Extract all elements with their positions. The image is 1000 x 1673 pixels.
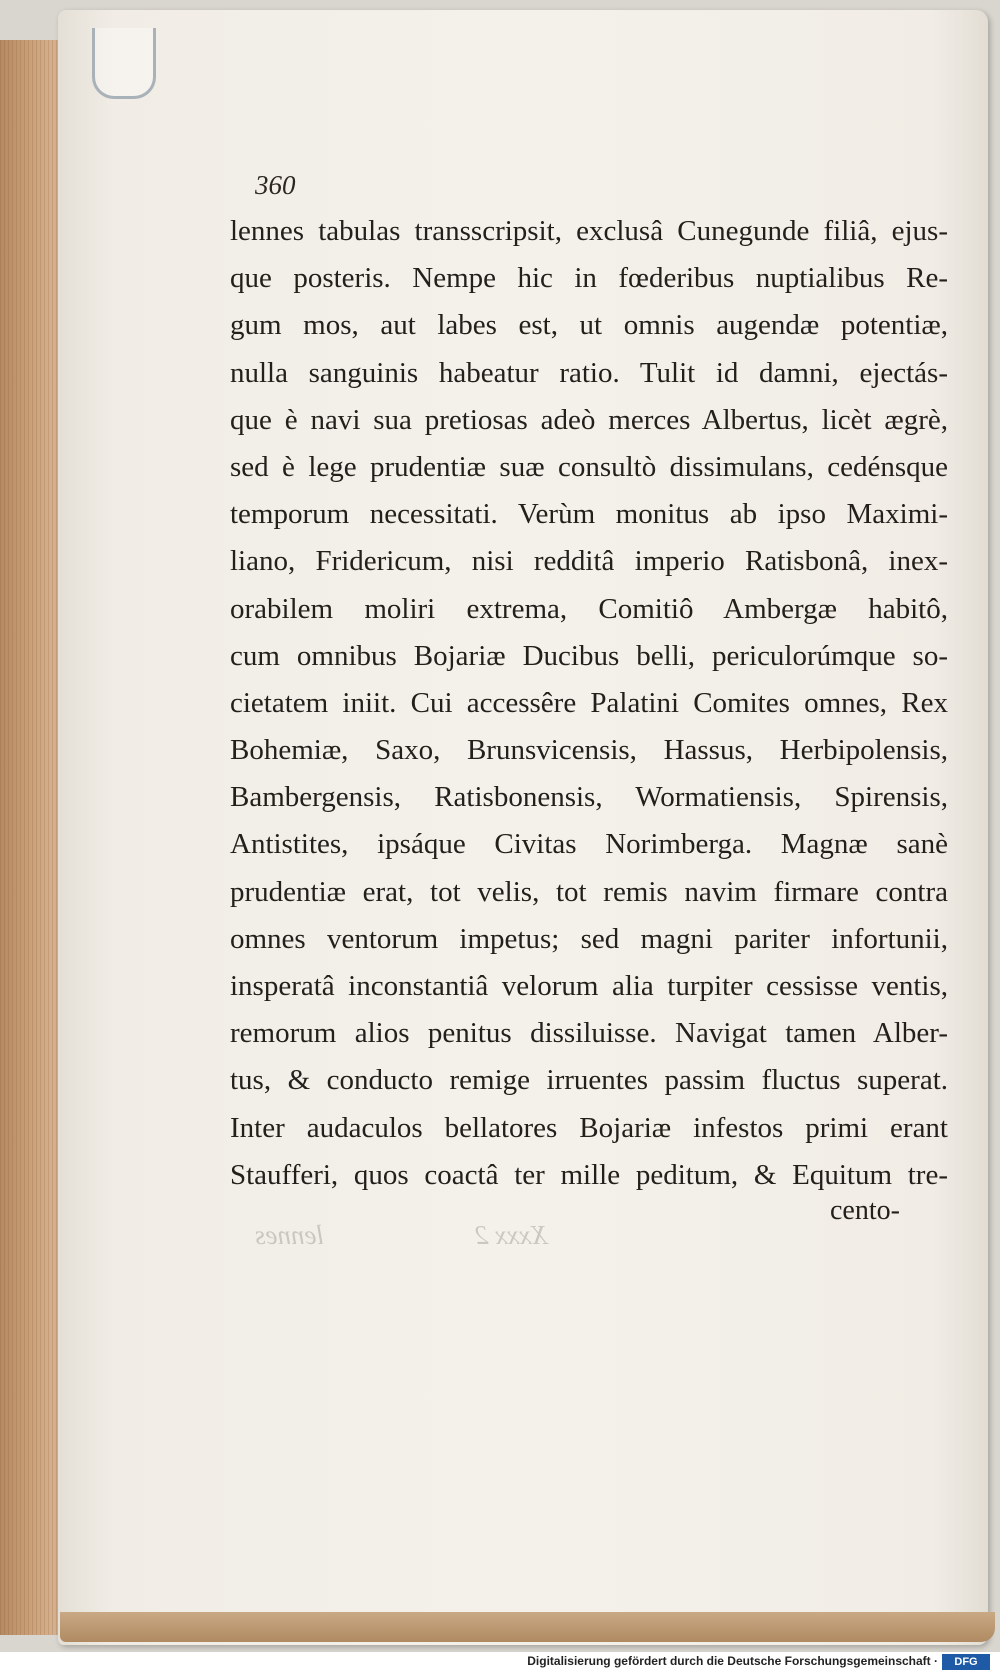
text-line: omnes ventorum impetus; sed magni pariter infortunii, xyxy=(230,922,948,955)
text-line: Staufferi, quos coactâ ter mille peditum, & Equitum tre- xyxy=(230,1158,948,1191)
text-line: Bohemiæ, Saxo, Brunsvicensis, Hassus, Herbipolensis, xyxy=(230,734,948,767)
book-bottom-edge xyxy=(60,1612,995,1642)
text-line: lennes tabulas transscripsit, exclusâ Cunegunde filiâ, ejus- xyxy=(230,215,948,247)
text-line: remorum alios penitus dissiluisse. Navigat tamen Alber- xyxy=(230,1017,948,1050)
text-line: cum omnibus Bojariæ Ducibus belli, periculorúmque so- xyxy=(230,639,948,672)
text-line: sed è lege prudentiæ suæ consultò dissimulans, cedénsque xyxy=(230,450,948,483)
text-line: Bambergensis, Ratisbonensis, Wormatiensis, Spirensis, xyxy=(230,781,948,814)
text-line: tus, & conducto remige irruentes passim fluctus superat. xyxy=(230,1064,948,1097)
body-text xyxy=(230,208,948,1199)
text-line: cietatem iniit. Cui accessêre Palatini Comites omnes, Rex xyxy=(230,686,948,719)
catchword: cento- xyxy=(830,1195,900,1226)
text-line: nulla sanguinis habeatur ratio. Tulit id damni, ejectás- xyxy=(230,356,948,389)
show-through-text-2: Xxxx 2 xyxy=(475,1220,548,1250)
dfg-logo-icon: DFG xyxy=(942,1654,990,1670)
text-line: Inter audaculos bellatores Bojariæ infestos primi erant xyxy=(230,1111,948,1144)
text-line: temporum necessitati. Verùm monitus ab ipso Maximi- xyxy=(230,498,948,531)
show-through-text-1: lennes xyxy=(255,1220,324,1250)
text-line: que posteris. Nempe hic in fœderibus nuptialibus Re- xyxy=(230,262,948,295)
text-line: gum mos, aut labes est, ut omnis augendæ potentiæ, xyxy=(230,309,948,342)
paper-clip-icon xyxy=(92,28,156,99)
text-line: orabilem moliri extrema, Comitiô Ambergæ habitô, xyxy=(230,592,948,625)
text-line: insperatâ inconstantiâ velorum alia turpiter cessisse ventis, xyxy=(230,970,948,1002)
text-line: liano, Fridericum, nisi redditâ imperio Ratisbonâ, inex- xyxy=(230,545,948,578)
page-number: 360 xyxy=(255,170,296,200)
text-line: Antistites, ipsáque Civitas Norimberga. Magnæ sanè xyxy=(230,828,948,861)
text-line: prudentiæ erat, tot velis, tot remis navim firmare contra xyxy=(230,875,948,908)
digitization-credit: Digitalisierung gefördert durch die Deutsche Forschungsgemeinschaft · xyxy=(527,1654,938,1668)
footer-bar xyxy=(0,1652,1000,1673)
text-line: que è navi sua pretiosas adeò merces Albertus, licèt ægrè, xyxy=(230,403,948,436)
